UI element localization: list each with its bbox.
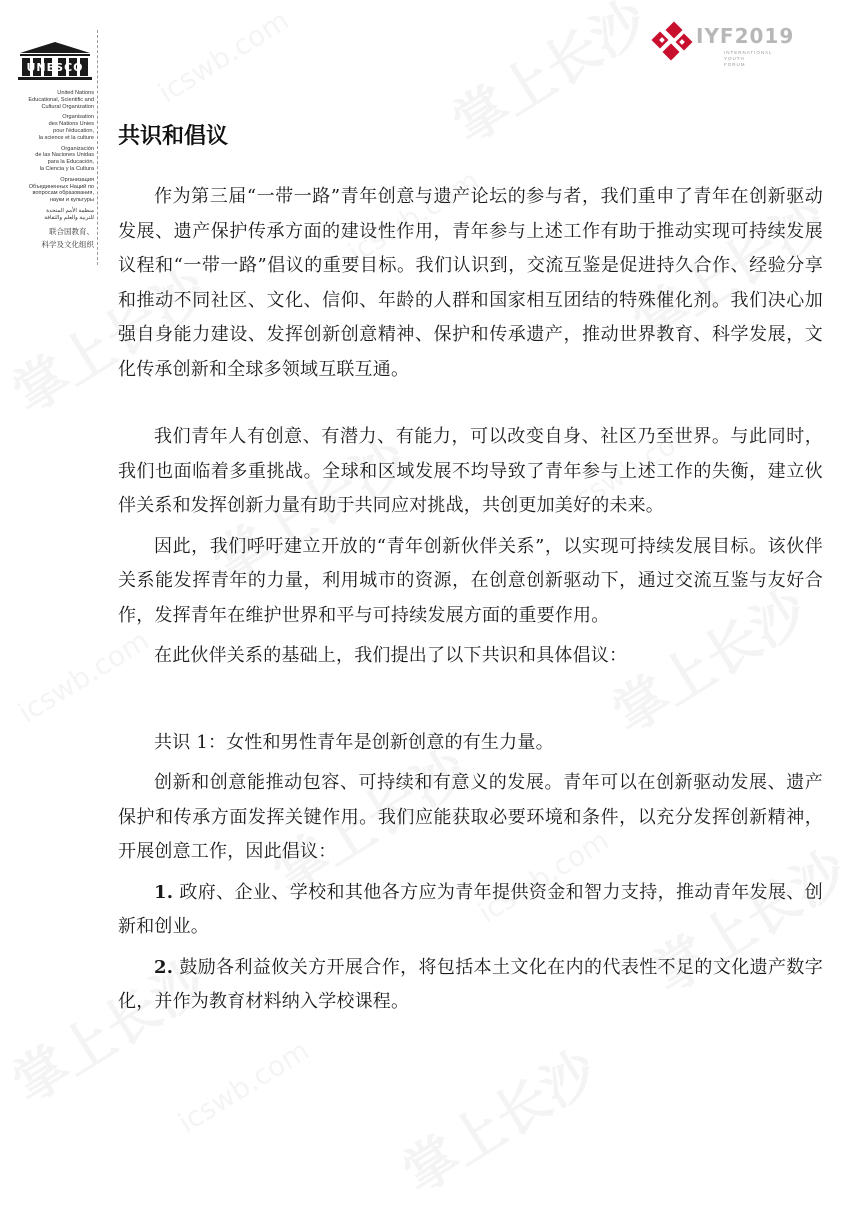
consensus-heading: 共识 1：女性和男性青年是创新创意的有生力量。 — [154, 731, 554, 753]
paragraph-lead-in: 在此伙伴关系的基础上，我们提出了以下共识和具体倡议： — [154, 645, 628, 666]
unesco-line-cn: 联合国教育、 — [49, 226, 94, 236]
paragraph-youth: 我们青年人有创意、有潜力、有能力，可以改变自身、社区乃至世界。与此同时，我们也面临着多重挑战。全球和区域发展不均导致了青年参与上述工作的失衡，建立伙伴关系和发挥创新力量有助于共同应对挑战，共创更加美好的未来。 — [118, 426, 823, 516]
unesco-line: Educational, Scientific and — [28, 96, 94, 103]
unesco-name-fr — [8, 114, 94, 141]
sidebar-divider — [97, 30, 98, 265]
unesco-name-ru — [8, 177, 94, 204]
unesco-logo-text: UNESCO — [26, 61, 84, 74]
unesco-line: Объединенных Наций по — [28, 183, 94, 190]
unesco-line: науки и культуры — [49, 197, 94, 204]
unesco-line: la Ciencia y la Cultura — [39, 165, 94, 172]
unesco-temple-logo — [16, 40, 94, 82]
iyf-subtitle-line: INTERNATIONAL — [724, 50, 773, 55]
unesco-line: des Nations Unies — [48, 121, 94, 128]
consensus-body: 创新和创意能推动包容、可持续和有意义的发展。青年可以在创新驱动发展、遗产保护和传承方面发挥关键作用。我们应能获取必要环境和条件，以充分发挥创新精神，开展创意工作，因此倡议： — [118, 772, 823, 862]
unesco-line: United Nations — [57, 90, 94, 96]
unesco-name-ar — [8, 208, 94, 222]
unesco-line: Organisation — [62, 114, 94, 121]
unesco-sidebar — [8, 40, 94, 250]
item-number: 1. — [154, 881, 174, 903]
watermark-site — [152, 4, 294, 110]
iyf-wordmark: IYF2019 — [696, 24, 795, 48]
iyf-mark-icon — [650, 20, 696, 64]
unesco-line: pour l'éducation, — [53, 127, 94, 134]
unesco-line: Организация — [60, 176, 94, 183]
item-text: 鼓励各利益攸关方开展合作，将包括本土文化在内的代表性不足的文化遗产数字化，并作为教育材料纳入学校课程。 — [118, 956, 824, 1012]
recommendation-item — [118, 951, 823, 1020]
iyf-subtitle-line: YOUTH — [724, 56, 745, 61]
document-title: 共识和倡议 — [118, 124, 229, 149]
document-body — [118, 120, 823, 1020]
unesco-line: منظمة الأمم المتحدة — [46, 207, 94, 214]
item-number: 2. — [154, 956, 174, 978]
paragraph-partnership: 因此，我们呼吁建立开放的“青年创新伙伴关系”，以实现可持续发展目标。该伙伴关系能发挥青年的力量，利用城市的资源，在创意创新驱动下，通过交流互鉴与友好合作，发挥青年在维护世界和平与可持续发展方面的重要作用。 — [118, 535, 823, 626]
unesco-line: Cultural Organization — [41, 103, 94, 110]
iyf-subtitle-line: FORUM — [724, 62, 746, 67]
item-text: 政府、企业、学校和其他各方应为青年提供资金和智力支持，推动青年发展、创新和创业。 — [118, 881, 824, 937]
unesco-line: للتربية والعلم والثقافة — [44, 214, 94, 221]
iyf-subtitle — [724, 50, 773, 68]
unesco-line: de las Naciones Unidas — [35, 152, 94, 159]
iyf-logo — [650, 20, 830, 70]
recommendation-item — [118, 876, 823, 945]
unesco-line: para la Educación, — [47, 159, 94, 166]
unesco-line-cn: 科学及文化组织 — [41, 239, 94, 249]
unesco-name-en — [8, 90, 94, 110]
unesco-name-zh — [8, 226, 94, 250]
unesco-line: вопросам образования, — [32, 190, 94, 197]
watermark-site — [172, 1034, 314, 1140]
unesco-line: Organización — [61, 145, 94, 152]
watermark-brand — [386, 1029, 610, 1208]
paragraph-intro: 作为第三届“一带一路”青年创意与遗产论坛的参与者，我们重申了青年在创新驱动发展、遗产保护传承方面的建设性作用，青年参与上述工作有助于推动实现可持续发展议程和“一带一路”倡议的重要目标。我们认识到，交流互鉴是促进持久合作、经验分享和推动不同社区、文化、信仰、年龄的人群和国家相互团结的特殊催化剂。我们决心加强自身能力建设、发挥创新创意精神、保护和传承遗产，推动世界教育、科学发展，文化传承创新和全球多领域互联互通。 — [118, 186, 823, 380]
unesco-line: la science et la culture — [38, 134, 94, 141]
unesco-name-es — [8, 146, 94, 173]
